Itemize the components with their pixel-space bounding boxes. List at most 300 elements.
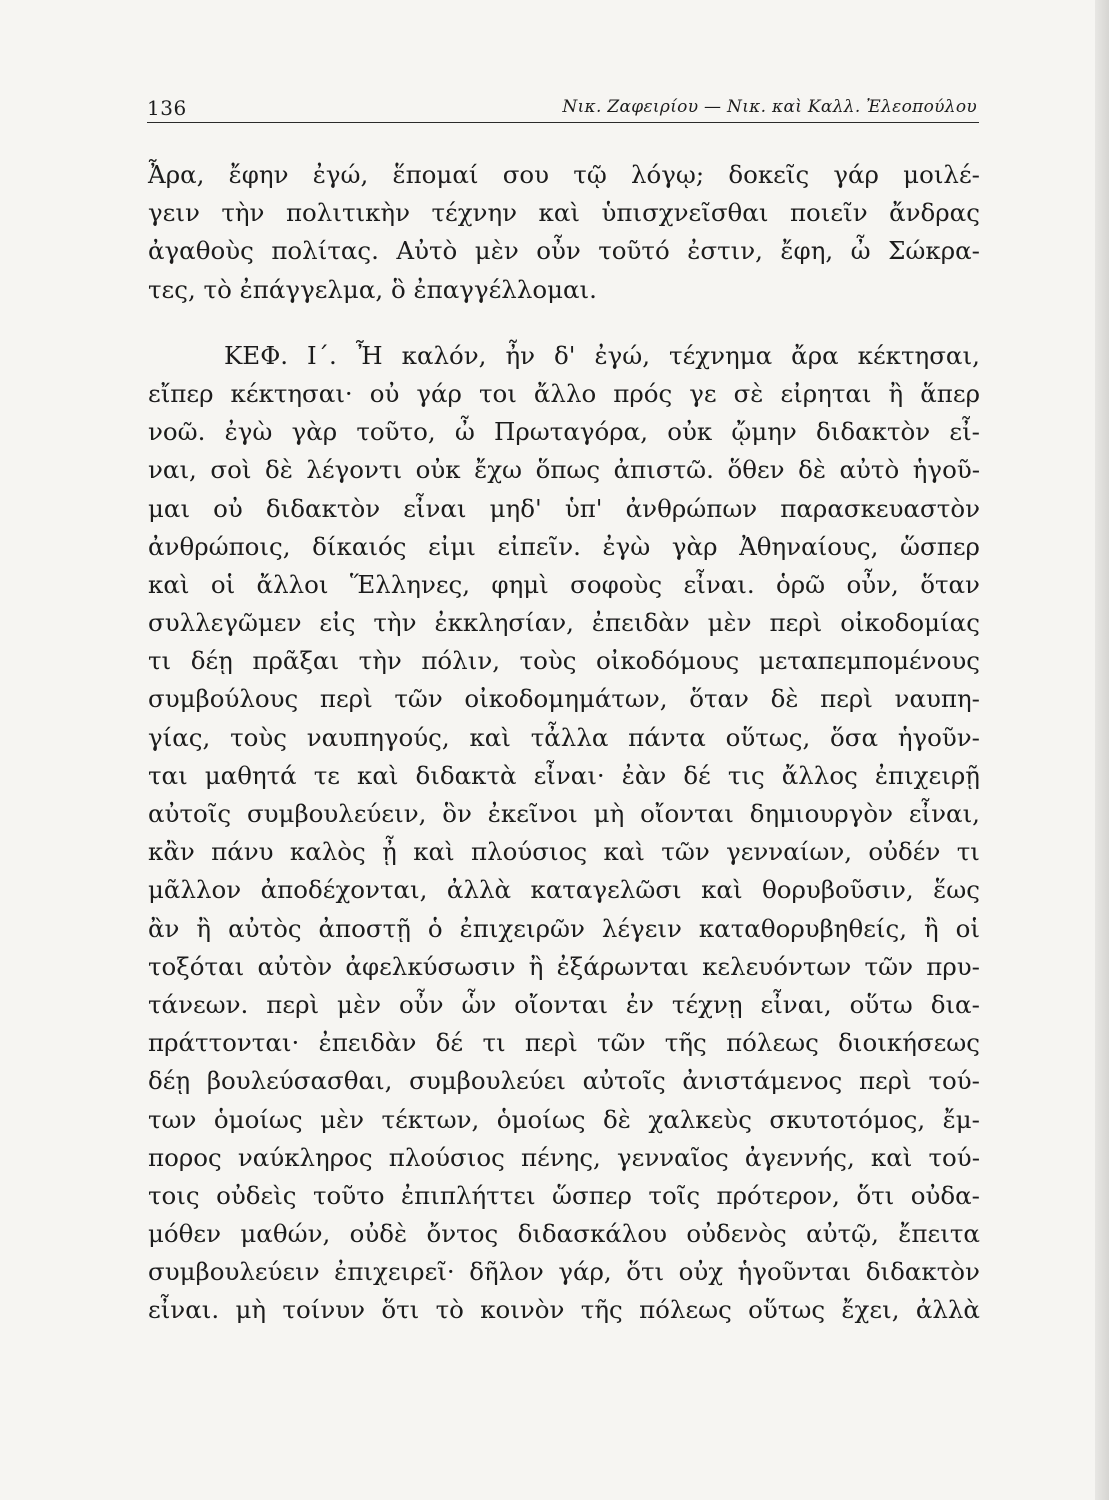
word: αὐτὸ [839,455,900,485]
word: ἀγεννής, [744,1142,855,1172]
word: δια- [930,989,980,1019]
word: ἀπιστῶ. [613,455,714,485]
word: ἄλλοι [256,569,329,599]
word: τὸ [435,1295,464,1325]
word: ἐγὼ [224,417,273,447]
word: κέκτησαι· [230,378,353,408]
word: τὴν [221,198,265,228]
word: μαι [148,493,191,523]
word: οὕτως, [725,722,811,752]
word: πάντα [628,722,706,752]
word: μαθητά [204,760,297,790]
word: μηδ' [489,493,542,523]
word: γάρ [416,378,462,408]
word: ἐκκλησίαν, [434,608,574,638]
word: ὅταν [920,569,980,599]
word: ὧν [461,989,497,1019]
word: περὶ [820,684,873,714]
word: περὶ [524,1028,578,1058]
word: γε [689,378,717,408]
word: τού- [928,1142,980,1172]
word: ἐστιν, [687,236,763,266]
word: ὥσπερ [552,1180,632,1210]
word: ἡγοῦνται [737,1257,852,1287]
word: παρασκευαστὸν [780,493,980,523]
word: γειν [148,198,200,228]
word: ἀγαθοὺς [148,236,254,266]
word: ὑπισχνεῖσθαι [601,198,769,228]
word: ἡγοῦν- [897,722,980,752]
word: λέγοντι [306,455,403,485]
word: γάρ [833,160,879,189]
word: ἐξάρωνται [556,951,689,981]
word: εἰπεῖν. [497,531,581,561]
text-line [148,757,980,795]
word: τέκτων, [381,1104,480,1134]
word: τῶν [864,951,913,981]
word: ἔμ- [942,1104,980,1134]
word: τι [148,646,172,676]
word: ὁρῶ [776,569,826,599]
text-line [148,910,980,948]
word: συμβούλους [148,684,299,714]
text-line [148,795,980,833]
word: μὲν [474,236,519,266]
word: εἰρηται [780,378,872,408]
word: σου [502,160,550,189]
word: συμβουλεύειν [148,1257,320,1287]
word: καὶ [538,198,580,228]
word: δὲ [264,455,293,485]
word: οἰκοδόμους [596,646,740,676]
word: οὐδέν [868,837,941,867]
word: δῆλον [469,1257,544,1287]
word: γίας, [148,722,211,752]
word: τὴν [358,646,402,676]
word: ὑπ' [564,493,603,523]
word: ὁμοίως [496,1104,586,1134]
word: ναυπη- [894,684,980,714]
word: δὲ [798,455,826,485]
word: Ἆρα, [148,160,205,189]
word: δ' [554,340,576,370]
word: ἐὰν [621,760,667,790]
word: γὰρ [291,417,338,447]
word: Ἕλληνες, [349,569,471,599]
word: ἐν [625,989,654,1019]
word: εἶναι· [533,760,605,790]
word: συμβουλεύειν, [246,799,427,828]
word: τοίνυν [282,1295,365,1325]
word: τοῦτό [598,236,670,266]
word: τῶν [597,1028,646,1058]
word: σοὶ [210,455,252,485]
word: λόγῳ; [631,160,705,189]
word: εἶναι [403,493,467,523]
word: νοῶ. [148,417,206,447]
word: οὕτως [748,1295,826,1325]
text-line [148,1177,980,1215]
word: κελευόντων [702,951,852,981]
word: αὐτοῖς [582,1066,666,1096]
word: ὄντος [426,1219,499,1249]
word: τέχνην [431,198,518,228]
word: οἰκοδομίας [840,608,980,638]
word: οὐ [213,493,243,523]
word: πόλεως [639,1295,732,1325]
word: μαθών, [240,1219,331,1249]
word: ἡγοῦ- [912,455,980,485]
word: τἆλλα [530,722,609,752]
text-line [148,413,980,451]
word: γάρ, [558,1257,612,1287]
word: ἂν [148,913,180,943]
word: ἢ [888,378,904,408]
word: φημὶ [491,569,549,599]
chapter-opening-line [148,337,980,375]
word: ὅτι [856,1180,895,1210]
word: ἔπειτα [898,1219,980,1249]
word: τοὺς [230,722,287,752]
word: ναι, [148,455,197,485]
word: ἢ [923,913,939,943]
word: τοὺς [519,646,577,676]
word: βουλεύσασθαι, [206,1066,393,1096]
text-line [148,1215,980,1253]
word: πόλεως [726,1028,819,1058]
word: ἐπειδὰν [318,1028,417,1058]
body-text [148,156,980,1330]
word: μὲν [337,989,382,1019]
text-line [148,375,980,413]
word: ται [148,760,188,790]
word: μὲν [320,1104,365,1134]
word: διδακτὸν [816,417,931,447]
word: διδακτὸν [865,1257,980,1287]
word: τοῦτο [313,1180,385,1210]
word: χαλκεὺς [648,1104,752,1134]
word: ἐπιχειρῶν [459,913,585,943]
word: ἄλλο [533,378,597,408]
word: ὅπως [535,455,601,485]
word: τῶν [394,684,443,714]
word: τέχνημα [669,340,773,370]
text-line [148,948,980,986]
word: οἱ [210,569,236,599]
word: ἕπομαί [392,160,479,189]
word: καὶ [413,837,455,867]
word: ἐπειδὰν [591,608,690,638]
text-line [148,1062,980,1100]
word: καὶ [603,837,645,867]
word: ἀποστῇ [318,913,411,943]
word: τοι [478,378,517,408]
word: ὁμοίως [213,1104,303,1134]
word: εἶναι, [908,799,980,828]
word: δίκαιός [312,531,407,561]
word: δέῃ [190,646,233,676]
text-line [148,490,980,528]
word: τέχνῃ [671,989,743,1019]
word: τι [956,837,980,867]
word: ᾤμην [731,417,797,447]
text-line [148,1101,980,1139]
page-header [147,96,979,123]
running-head: Νικ. Ζαφειρίου — Νικ. καὶ Καλλ. Ἐλεοπούλου [562,97,977,117]
text-line [148,1024,980,1062]
word: δέ [683,760,711,790]
word: εἴπερ [148,378,214,408]
word: περὶ [319,684,373,714]
word: τις [727,760,765,790]
word: πρότερον, [716,1180,840,1210]
word: πρᾶξαι [252,646,340,676]
word: ἄρα [791,340,839,370]
text-line [148,642,980,680]
word: διδακτὸν [265,493,381,523]
word: οὖν [536,236,581,266]
word: καὶ [357,760,399,790]
word: συμβουλεύει [409,1066,566,1096]
word: δὲ [770,684,799,714]
word: τῷ [573,160,607,189]
word: εἶναι, [760,989,832,1019]
word: εἶναι. [148,1295,220,1325]
page-number: 136 [147,96,187,120]
word: ἐπιπλήττει [400,1180,536,1210]
text-line [148,719,980,757]
word: κἂν [148,837,195,867]
word: λέγειν [601,913,682,943]
word: μὲν [707,608,752,638]
text-line [148,1291,980,1329]
word: καλὸς [289,837,366,867]
word: ἐγώ, [594,340,651,370]
word: κέκτησαι, [857,340,980,370]
word: πράττονται· [148,1028,300,1058]
word: ἔχει, [841,1295,900,1325]
word: σὲ [733,378,764,408]
word: οὐκ [667,417,713,447]
text-line: τες, τὸ ἐπάγγελμα, ὃ ἐπαγγέλλομαι. [148,274,597,304]
word: μεταπεμπομένους [758,646,980,676]
word: δημιουργὸν [749,799,893,828]
word: οἰκοδομημάτων, [464,684,668,714]
text-line [148,1253,980,1291]
text-line [148,232,980,270]
word: ὅθεν [727,455,785,485]
word: ἔφην [228,160,289,189]
word: τοξόται [148,951,245,981]
word: μόθεν [148,1219,222,1249]
word: ὥσπερ [900,531,980,561]
word: ἀνιστάμενος [682,1066,843,1096]
word: οὐδενὸς [686,1219,787,1249]
word: ἀποδέχονται, [260,875,428,905]
word: ἦν [505,340,536,370]
word: πάνυ [211,837,274,867]
word: καταγελῶσι [530,875,682,905]
text-line [148,528,980,566]
word: διοικήσεως [838,1028,980,1058]
word: ἐγώ, [312,160,369,189]
word: ἐκεῖνοι [487,799,578,828]
word: τοῖς [648,1180,701,1210]
word: οἴονται [514,989,608,1019]
word: καταθορυβηθείς, [698,913,908,943]
word: ΚΕΦ. [224,340,289,370]
text-line [148,680,980,718]
word: ἔχω [474,455,523,485]
word: ὦ [454,417,475,447]
word: ὅσα [830,722,879,752]
word: οὐ [369,378,400,408]
word: τι [482,1028,506,1058]
word: εἶ- [949,417,980,447]
word: πορος [148,1142,222,1172]
word: οὐδὲ [349,1219,408,1249]
word: τάνεων. [148,989,249,1019]
word: ὅτι [626,1257,665,1287]
word: καὶ [870,1142,913,1172]
word: πένης, [520,1142,601,1172]
text-line [148,604,980,642]
word: ποιεῖν [789,198,868,228]
word: ὦ [850,236,871,266]
word: ὅτι [381,1295,420,1325]
word: Ἦ [355,340,383,370]
word: περὶ [858,1066,912,1096]
word: μοιλέ- [903,160,980,189]
word: ἀνθρώποις, [148,531,291,561]
word: ἀλλὰ [915,1295,980,1325]
word: τε [313,760,340,790]
word: ὃν [442,799,472,828]
word: δέῃ [148,1066,191,1096]
word: πολίτας. [271,236,379,266]
word: τοις [148,1180,200,1210]
word: οἱ [955,913,980,943]
word: οὐκ [415,455,461,485]
word: μᾶλλον [148,875,242,905]
word: Ἀθηναίους, [739,531,879,561]
word: πρός [613,378,673,408]
word: οὐδα- [910,1180,980,1210]
word: ἄλλος [781,760,858,790]
word: των [148,1104,197,1134]
word: δέ [435,1028,464,1058]
word: ἢ [196,913,212,943]
word: ἐπιχειρεῖ· [334,1257,455,1287]
word: εἰμι [428,531,476,561]
word: μὴ [235,1295,267,1325]
word: ἀνθρώπων [625,493,758,523]
word: ὅταν [689,684,749,714]
word: γενναῖος [617,1142,729,1172]
word: περὶ [266,989,320,1019]
word: αὐτὸς [228,913,302,943]
text-line [148,156,980,194]
word: τὴν [373,608,417,638]
word: Αὐτὸ [396,236,458,266]
word: ὁ [427,913,443,943]
text-line [148,986,980,1024]
word: ναύκληρος [237,1142,373,1172]
word: πολιτικὴν [285,198,410,228]
word: σοφοὺς [570,569,663,599]
word: τῆς [664,1028,707,1058]
word: γὰρ [671,531,718,561]
word: ναυπηγούς, [306,722,450,752]
text-line [148,1139,980,1177]
word: ᾖ [382,837,397,867]
text-line [148,194,980,232]
word: πλούσιος [471,837,588,867]
word: καὶ [469,722,511,752]
word: εἶναι. [683,569,755,599]
word: τῶν [661,837,710,867]
word: Πρωταγόρα, [494,417,648,447]
word: πλούσιος [388,1142,505,1172]
word: δὲ [603,1104,631,1134]
word: οὕτω [849,989,913,1019]
word: τού- [928,1066,980,1096]
word: διδασκάλου [517,1219,667,1249]
word: γενναίων, [726,837,853,867]
word: διδακτὰ [415,760,517,790]
word: συλλεγῶμεν [148,608,302,638]
word: τῆς [580,1295,623,1325]
word: καλόν, [401,340,487,370]
text-line [148,871,980,909]
word: αὐτὸν [257,951,333,981]
word: ἕως [933,875,980,905]
word: οὖν [398,989,444,1019]
word: εἰς [319,608,356,638]
word: οἴονται [640,799,734,828]
text-line [148,833,980,871]
page-edge-shadow [1095,0,1109,1500]
word: Ι΄. [307,340,337,370]
word: δοκεῖς [728,160,810,189]
word: ἐγὼ [602,531,651,561]
word: καὶ [148,569,190,599]
word: ἢ [528,951,544,981]
word: περὶ [769,608,823,638]
word: πόλιν, [421,646,500,676]
word: ἀλλὰ [446,875,512,905]
word: τοῦτο, [356,417,436,447]
word: οὖν, [846,569,899,599]
word: αὐτοῖς [148,799,232,828]
word: οὐχ [678,1257,724,1287]
word: οὐδεὶς [216,1180,297,1210]
word: κοινὸν [480,1295,565,1325]
word: θορυβοῦσιν, [762,875,914,905]
word: αὐτῷ, [806,1219,879,1249]
word: καὶ [701,875,743,905]
word: ἔφη, [780,236,834,266]
word: ἐπιχειρῇ [874,760,980,790]
word: πρυ- [926,951,980,981]
word: ἄνδρας [889,198,980,228]
word: ἅπερ [920,378,980,408]
word: Σώκρα- [888,236,980,266]
word: σκυτοτόμος, [769,1104,926,1134]
word: ἀφελκύσωσιν [345,951,516,981]
text-line [148,566,980,604]
text-line [148,451,980,489]
